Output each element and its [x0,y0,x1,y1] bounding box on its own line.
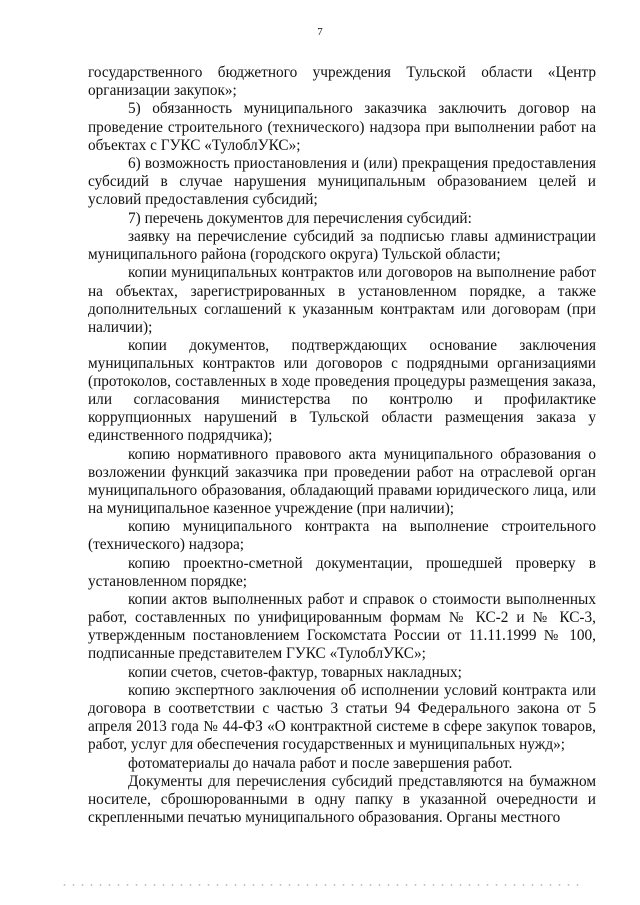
paragraph: копии счетов, счетов-фактур, товарных накладных; [128,663,462,681]
paragraph: Документы для перечисления субсидий представляются на бумажном носителе, сброшюрованными в одну папку в указанной очередности и скрепленными печатью муниципального образования. Органы местного [88,773,596,827]
scan-artifact-line [60,884,580,886]
page-number: 7 [317,26,323,38]
paragraph: 5) обязанность муниципального заказчика заключить договор на проведение строительного (технического) надзора при выполнении работ на объектах с ГУКС «ТулоблУКС»; [88,100,596,154]
paragraph: копию муниципального контракта на выполнение строительного (технического) надзора; [88,518,596,554]
paragraph: копии муниципальных контрактов или договоров на выполнение работ на объектах, зарегистрированных в установленном порядке, а также дополнительных соглашений к указанным контрактам или договорам (при наличии); [88,264,596,336]
paragraph: фотоматериалы до начала работ и после завершения работ. [128,754,513,772]
paragraph: копию нормативного правового акта муниципального образования о возложении функций заказчика при проведении работ на отраслевой орган муниципального образования, обладающий правами юридического лица, или на муниципальное казенное учреждение (при наличии); [88,445,596,517]
paragraph: заявку на перечисление субсидий за подписью главы администрации муниципального района (городского округа) Тульской области; [88,227,596,264]
paragraph: государственного бюджетного учреждения Тульской области «Центр организации закупок»; [88,64,596,100]
body-text [88,64,596,827]
paragraph: копии актов выполненных работ и справок о стоимости выполненных работ, составленных по унифицированным формам № КС-2 и № КС-3, утвержденным постановлением Госкомстата России от 11.11.1999 № 100, подписанные представителем ГУКС «ТулоблУКС»; [88,591,596,663]
paragraph: копию экспертного заключения об исполнении условий контракта или договора в соответствии с частью 3 статьи 94 Федерального закона от 5 апреля 2013 года № 44-ФЗ «О контрактной системе в сфере закупок товаров, работ, услуг для обеспечения государственных и муниципальных нужд»; [88,682,596,754]
paragraph: копии документов, подтверждающих основание заключения муниципальных контрактов или договоров с подрядными организациями (протоколов, составленных в ходе проведения процедуры размещения заказа, или согласования министерства по контролю и профилактике коррупционных нарушений в Тульской области размещения заказа у единственного подрядчика); [88,337,596,445]
paragraph: копию проектно-сметной документации, прошедшей проверку в установленном порядке; [88,554,596,590]
paragraph: 6) возможность приостановления и (или) прекращения предоставления субсидий в случае нарушения муниципальным образованием целей и условий предоставления субсидий; [88,155,596,209]
paragraph: 7) перечень документов для перечисления субсидий: [128,209,472,227]
